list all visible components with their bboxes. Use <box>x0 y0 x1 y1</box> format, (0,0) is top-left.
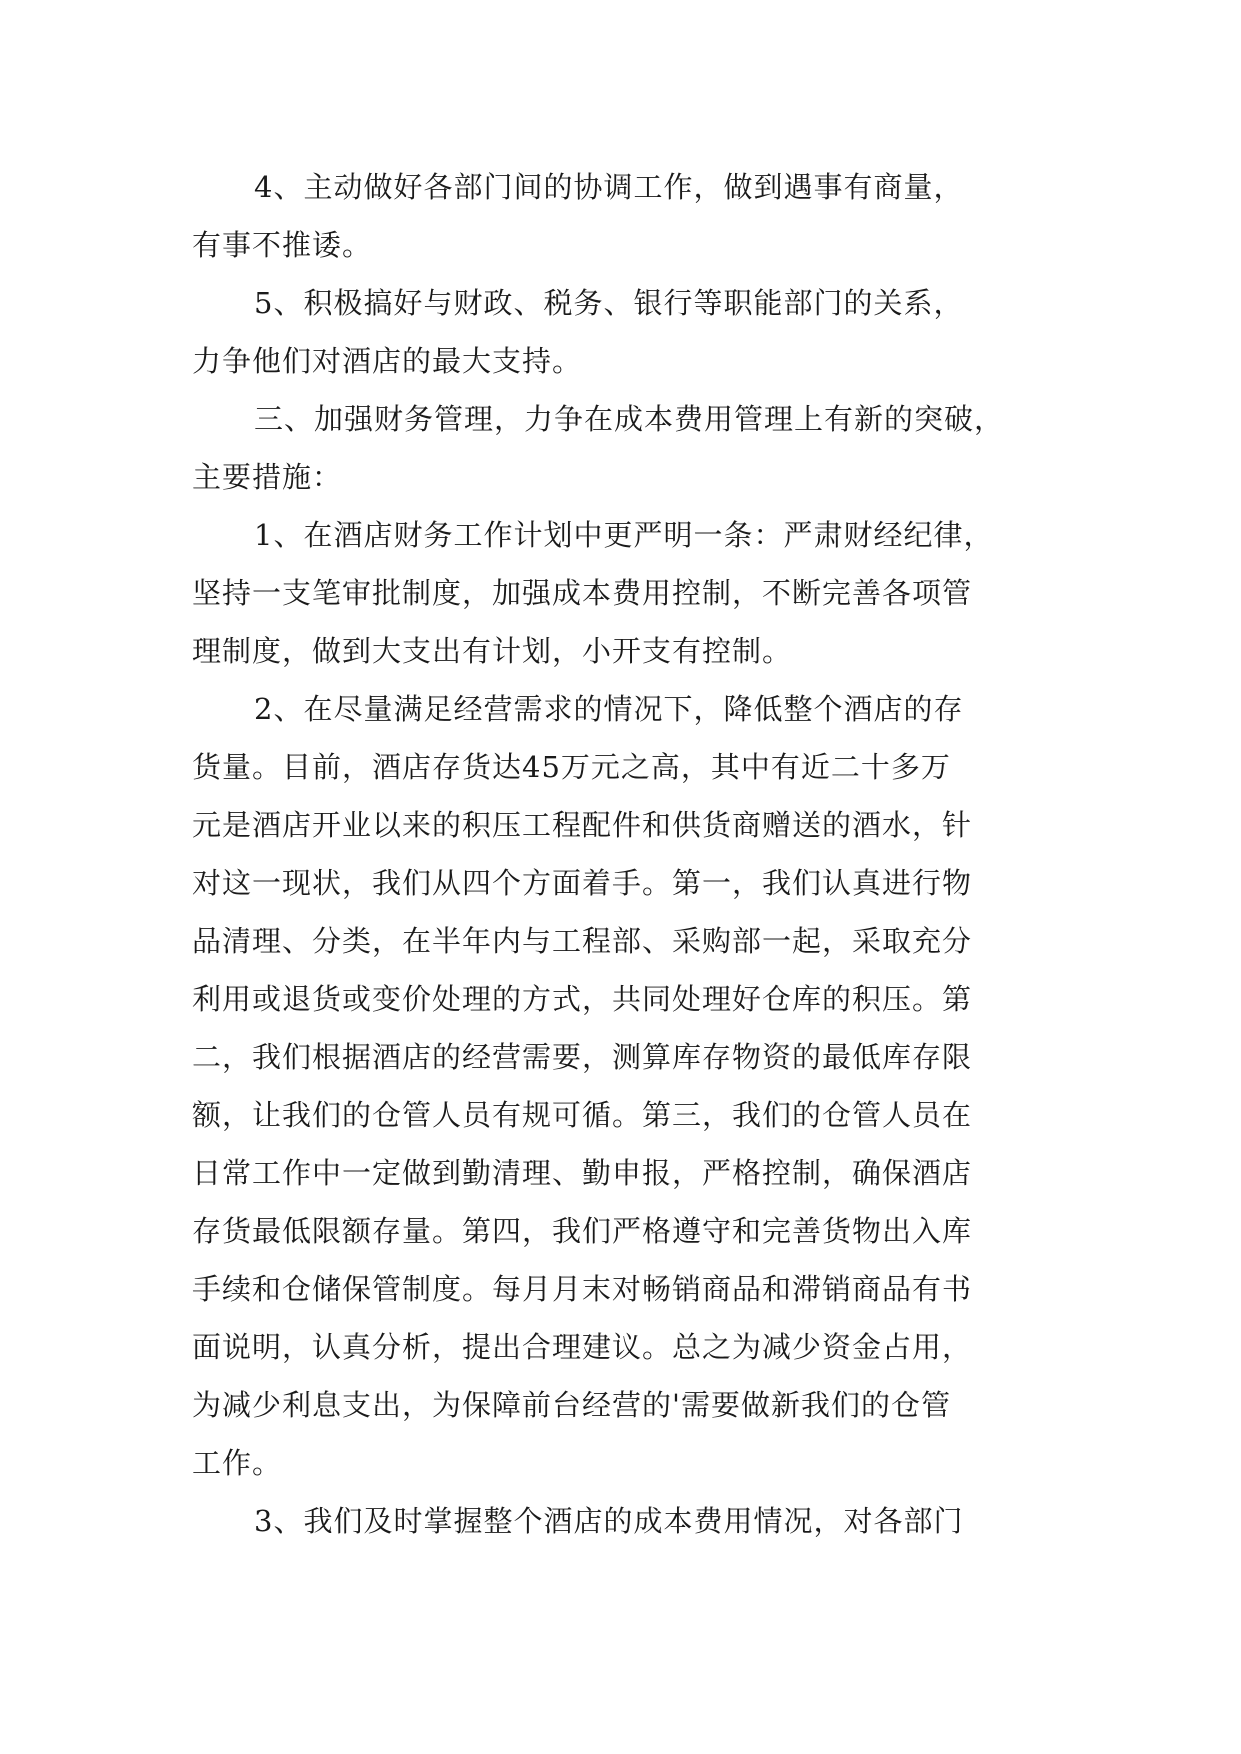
section-heading-line: 三、加强财务管理，力争在成本费用管理上有新的突破， <box>254 402 1005 436</box>
paragraph-line: 1、在酒店财务工作计划中更严明一条：严肃财经纪律， <box>254 518 994 552</box>
paragraph-line: 力争他们对酒店的最大支持。 <box>192 344 583 378</box>
paragraph-line: 二，我们根据酒店的经营需要，测算库存物资的最低库存限 <box>192 1040 973 1074</box>
paragraph-line: 3、我们及时掌握整个酒店的成本费用情况，对各部门 <box>254 1504 964 1538</box>
paragraph-line: 理制度，做到大支出有计划，小开支有控制。 <box>192 634 793 668</box>
paragraph-line: 2、在尽量满足经营需求的情况下，降低整个酒店的存 <box>254 692 964 726</box>
paragraph-line: 有事不推诿。 <box>192 228 373 262</box>
paragraph-line: 工作。 <box>192 1446 283 1480</box>
paragraph-line: 5、积极搞好与财政、税务、银行等职能部门的关系， <box>254 286 964 320</box>
paragraph-line: 面说明，认真分析，提出合理建议。总之为减少资金占用， <box>192 1330 973 1364</box>
paragraph-line: 利用或退货或变价处理的方式，共同处理好仓库的积压。第 <box>192 982 973 1016</box>
paragraph-line: 为减少利息支出，为保障前台经营的'需要做新我们的仓管 <box>192 1388 951 1422</box>
paragraph-line: 存货最低限额存量。第四，我们严格遵守和完善货物出入库 <box>192 1214 973 1248</box>
paragraph-line: 手续和仓储保管制度。每月月末对畅销商品和滞销商品有书 <box>192 1272 973 1306</box>
paragraph-line: 货量。目前，酒店存货达45万元之高，其中有近二十多万 <box>192 750 951 784</box>
paragraph-line: 额，让我们的仓管人员有规可循。第三，我们的仓管人员在 <box>192 1098 973 1132</box>
paragraph-line: 对这一现状，我们从四个方面着手。第一，我们认真进行物 <box>192 866 973 900</box>
paragraph-line: 4、主动做好各部门间的协调工作，做到遇事有商量， <box>254 170 964 204</box>
paragraph-line: 品清理、分类，在半年内与工程部、采购部一起，采取充分 <box>192 924 973 958</box>
section-heading-line: 主要措施： <box>192 460 343 494</box>
paragraph-line: 坚持一支笔审批制度，加强成本费用控制，不断完善各项管 <box>192 576 973 610</box>
paragraph-line: 元是酒店开业以来的积压工程配件和供货商赠送的酒水，针 <box>192 808 973 842</box>
paragraph-line: 日常工作中一定做到勤清理、勤申报，严格控制，确保酒店 <box>192 1156 973 1190</box>
